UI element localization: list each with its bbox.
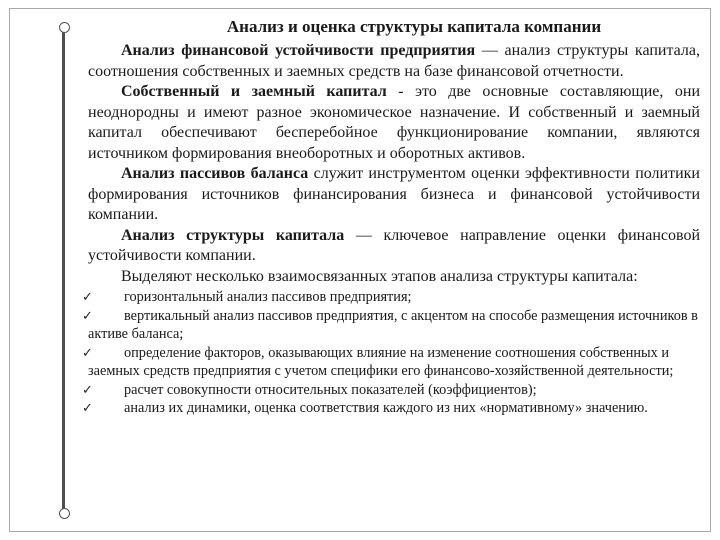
list-item: ✓ анализ их динамики, оценка соответствия каждого из них «нормативному» значению.	[82, 400, 648, 416]
list-item: ✓ горизонтальный анализ пассивов предприятия;	[82, 289, 412, 305]
checkmark-icon: ✓	[82, 381, 93, 397]
term-capital-structure: Анализ структуры капитала	[121, 226, 345, 244]
paragraph-liabilities-analysis: Анализ пассивов баланса служит инструментом оценки эффективности политики формирования источников финансирования бизнеса и финансовой устойчивости компании.	[88, 165, 700, 223]
checkmark-icon: ✓	[82, 400, 93, 415]
list-item: ✓ расчет совокупности относительных показателей (коэффициентов);	[82, 381, 537, 398]
term-financial-stability: Анализ финансовой устойчивости предприятия	[121, 42, 476, 59]
slide-title: Анализ и оценка структуры капитала компании	[226, 17, 602, 36]
paragraph-financial-stability: Анализ финансовой устойчивости предприятия — анализ структуры капитала, соотношения собственных и заемных средств на базе финансовой отчетности.	[88, 42, 700, 80]
term-own-borrowed-capital: Собственный и заемный капитал	[121, 83, 387, 100]
paragraph-capital-structure: Анализ структуры капитала — ключевое направление оценки финансовой устойчивости компании.	[88, 226, 701, 264]
list-item: ✓ определение факторов, оказывающих влияние на изменение соотношения собственных и заемных средств предприятия с учетом специфики его финансово-хозяйственной деятельности;	[82, 344, 674, 379]
stages-list	[82, 288, 700, 418]
term-liabilities-analysis: Анализ пассивов баланса	[121, 165, 309, 182]
paragraph-own-borrowed-capital: Собственный и заемный капитал - это две основные составляющие, они неоднородны и имеют разное экономическое назначение. И собственный и заемный капитал обеспечивают бесперебойное функционирование компании, являются источником формирования внеоборотных и оборотных активов.	[88, 83, 701, 162]
checkmark-icon: ✓	[82, 344, 93, 360]
decorative-dot-bottom	[59, 508, 70, 519]
slide-content	[82, 17, 701, 418]
paragraph-stages-intro: Выделяют несколько взаимосвязанных этапов анализа структуры капитала:	[121, 267, 638, 285]
list-item: ✓ вертикальный анализ пассивов предприятия, с акцентом на способе размещения источников в активе баланса;	[82, 307, 698, 342]
decorative-dot-top	[59, 22, 70, 33]
checkmark-icon: ✓	[82, 307, 93, 323]
decorative-vertical-bar	[62, 26, 65, 514]
checkmark-icon: ✓	[82, 289, 93, 304]
